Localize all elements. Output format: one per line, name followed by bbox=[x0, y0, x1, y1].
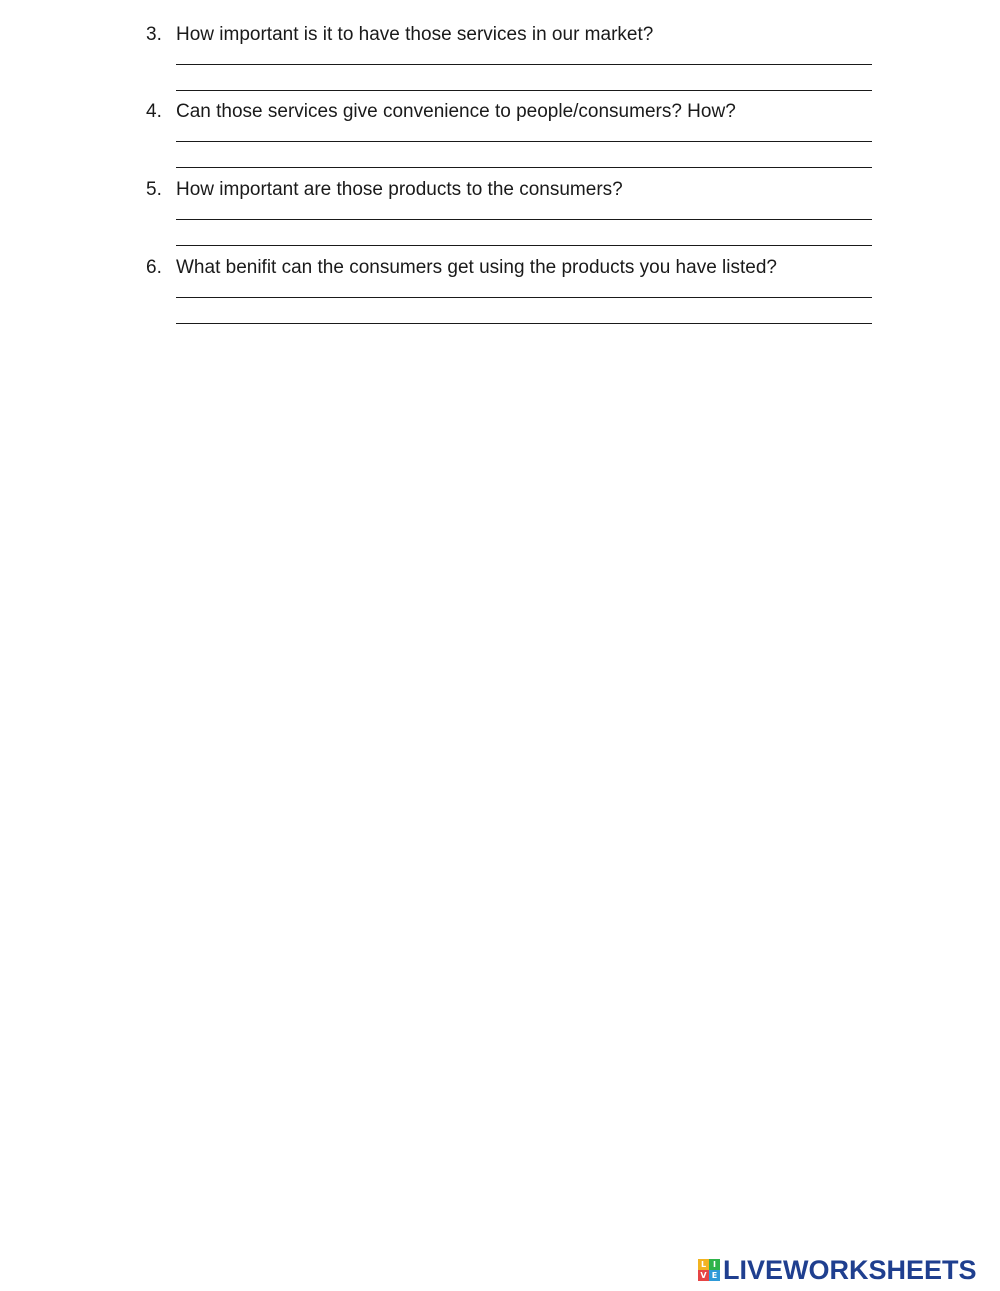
question-text: What benifit can the consumers get using the products you have listed? bbox=[176, 257, 777, 278]
logo-letter-v: V bbox=[698, 1270, 709, 1281]
question-6 bbox=[146, 255, 876, 333]
answer-line[interactable] bbox=[176, 64, 872, 65]
liveworksheets-logo-icon bbox=[698, 1259, 720, 1281]
question-3 bbox=[146, 22, 876, 100]
logo-letter-i: I bbox=[709, 1259, 720, 1270]
liveworksheets-logo bbox=[698, 1257, 977, 1283]
question-number: 3. bbox=[146, 24, 162, 45]
liveworksheets-wordmark: LIVEWORKSHEETS bbox=[723, 1255, 977, 1285]
logo-letter-l: L bbox=[698, 1259, 709, 1270]
answer-line[interactable] bbox=[176, 141, 872, 142]
question-5-prompt bbox=[146, 177, 623, 203]
question-4 bbox=[146, 99, 876, 177]
question-4-prompt bbox=[146, 99, 736, 125]
question-text: How important is it to have those services in our market? bbox=[176, 24, 654, 45]
answer-line[interactable] bbox=[176, 219, 872, 220]
question-number: 6. bbox=[146, 257, 162, 278]
question-3-prompt bbox=[146, 22, 653, 48]
answer-line[interactable] bbox=[176, 323, 872, 324]
answer-line[interactable] bbox=[176, 90, 872, 91]
question-number: 4. bbox=[146, 101, 162, 122]
answer-line[interactable] bbox=[176, 297, 872, 298]
answer-line[interactable] bbox=[176, 167, 872, 168]
question-5 bbox=[146, 177, 876, 255]
answer-line[interactable] bbox=[176, 245, 872, 246]
logo-letter-e: E bbox=[709, 1270, 720, 1281]
question-text: Can those services give convenience to people/consumers? How? bbox=[176, 101, 736, 122]
question-text: How important are those products to the consumers? bbox=[176, 179, 623, 200]
question-6-prompt bbox=[146, 255, 777, 281]
question-number: 5. bbox=[146, 179, 162, 200]
